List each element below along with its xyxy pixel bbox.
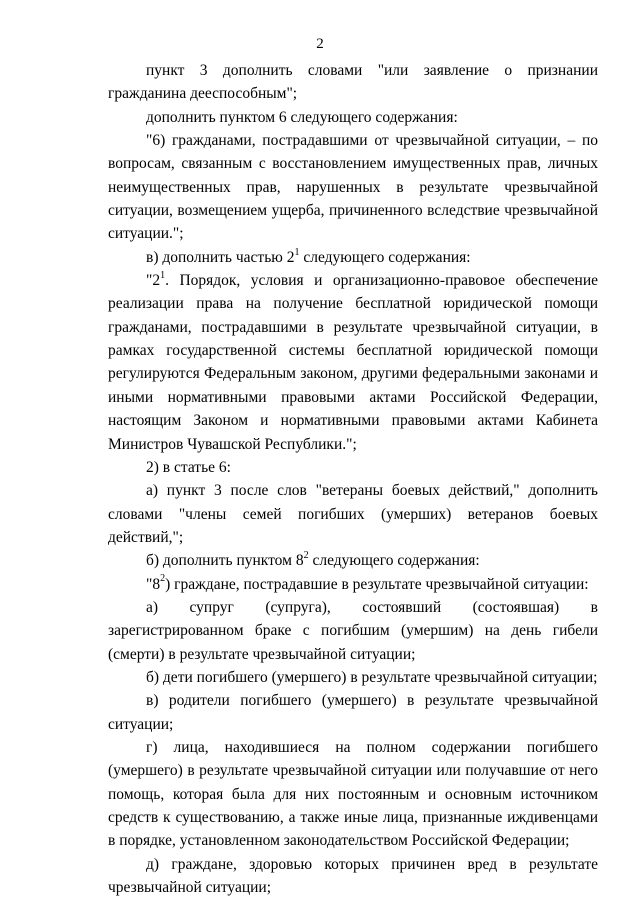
paragraph: д) граждане, здоровью которых причинен вред в результате чрезвычайной ситуации; <box>108 855 598 897</box>
paragraph: а) супруг (супруга), состоявший (состоявшая) в зарегистрированном браке с погибшим (умершим) на день гибели (смерти) в результате чрезвычайной ситуации; <box>108 598 598 663</box>
superscript: 2 <box>160 573 166 585</box>
text-fragment: б) дополнить пунктом 8 <box>146 552 304 570</box>
text-fragment: следующего содержания: <box>308 552 480 570</box>
paragraph <box>108 573 598 596</box>
paragraph: "6) гражданами, пострадавшими от чрезвычайной ситуации, – по вопросам, связанным с восстановлением имущественных прав, личных неимущественных прав, нарушенных в результате чрезвычайной ситуации, возмещением ущерба, причиненного вследствие чрезвычайной ситуации."; <box>108 132 598 243</box>
document-body <box>108 59 598 899</box>
paragraph: дополнить пунктом 6 следующего содержания: <box>146 108 458 126</box>
paragraph <box>108 246 598 269</box>
paragraph <box>108 269 598 456</box>
text-fragment: в) дополнить частью 2 <box>146 248 295 266</box>
text-fragment: следующего содержания: <box>299 248 471 266</box>
superscript: 1 <box>294 246 300 258</box>
superscript: 1 <box>160 269 166 281</box>
paragraph: а) пункт 3 после слов "ветераны боевых действий," дополнить словами "члены семей погибших (умерших) ветеранов боевых действий,"; <box>108 482 598 546</box>
text-fragment: ) граждане, пострадавшие в результате чрезвычайной ситуации: <box>165 575 589 593</box>
text-fragment: . Порядок, условия и организационно-правовое обеспечение реализации права на получение бесплатной юридической помощи гражданами, пострадавшими в результате чрезвычайной ситуации, в рамках государственной системы бесплатной юридической помощи регулируются Федеральным законом, другими федеральными законами и иными нормативными правовыми актами Российской Федерации, настоящим Законом и нормативными правовыми актами Кабинета Министров Чувашской Республики."; <box>108 272 598 453</box>
paragraph: пункт 3 дополнить словами "или заявление о признании гражданина дееспособным"; <box>108 62 598 103</box>
page-number: 2 <box>316 36 324 52</box>
superscript: 2 <box>303 550 309 562</box>
paragraph: г) лица, находившиеся на полном содержании погибшего (умершего) в результате чрезвычайной ситуации или получавшие от него помощь, которая была для них постоянным и основным источником средств к существованию, а также иные лица, признанные иждивенцами в порядке, установленном законодательством Российской Федерации; <box>108 738 598 850</box>
paragraph <box>108 549 598 572</box>
text-fragment: "8 <box>146 575 161 593</box>
paragraph: 2) в статье 6: <box>146 458 231 476</box>
text-fragment: "2 <box>146 272 161 290</box>
paragraph: б) дети погибшего (умершего) в результате чрезвычайной ситуации; <box>146 668 598 686</box>
paragraph: в) родители погибшего (умершего) в результате чрезвычайной ситуации; <box>108 692 598 733</box>
